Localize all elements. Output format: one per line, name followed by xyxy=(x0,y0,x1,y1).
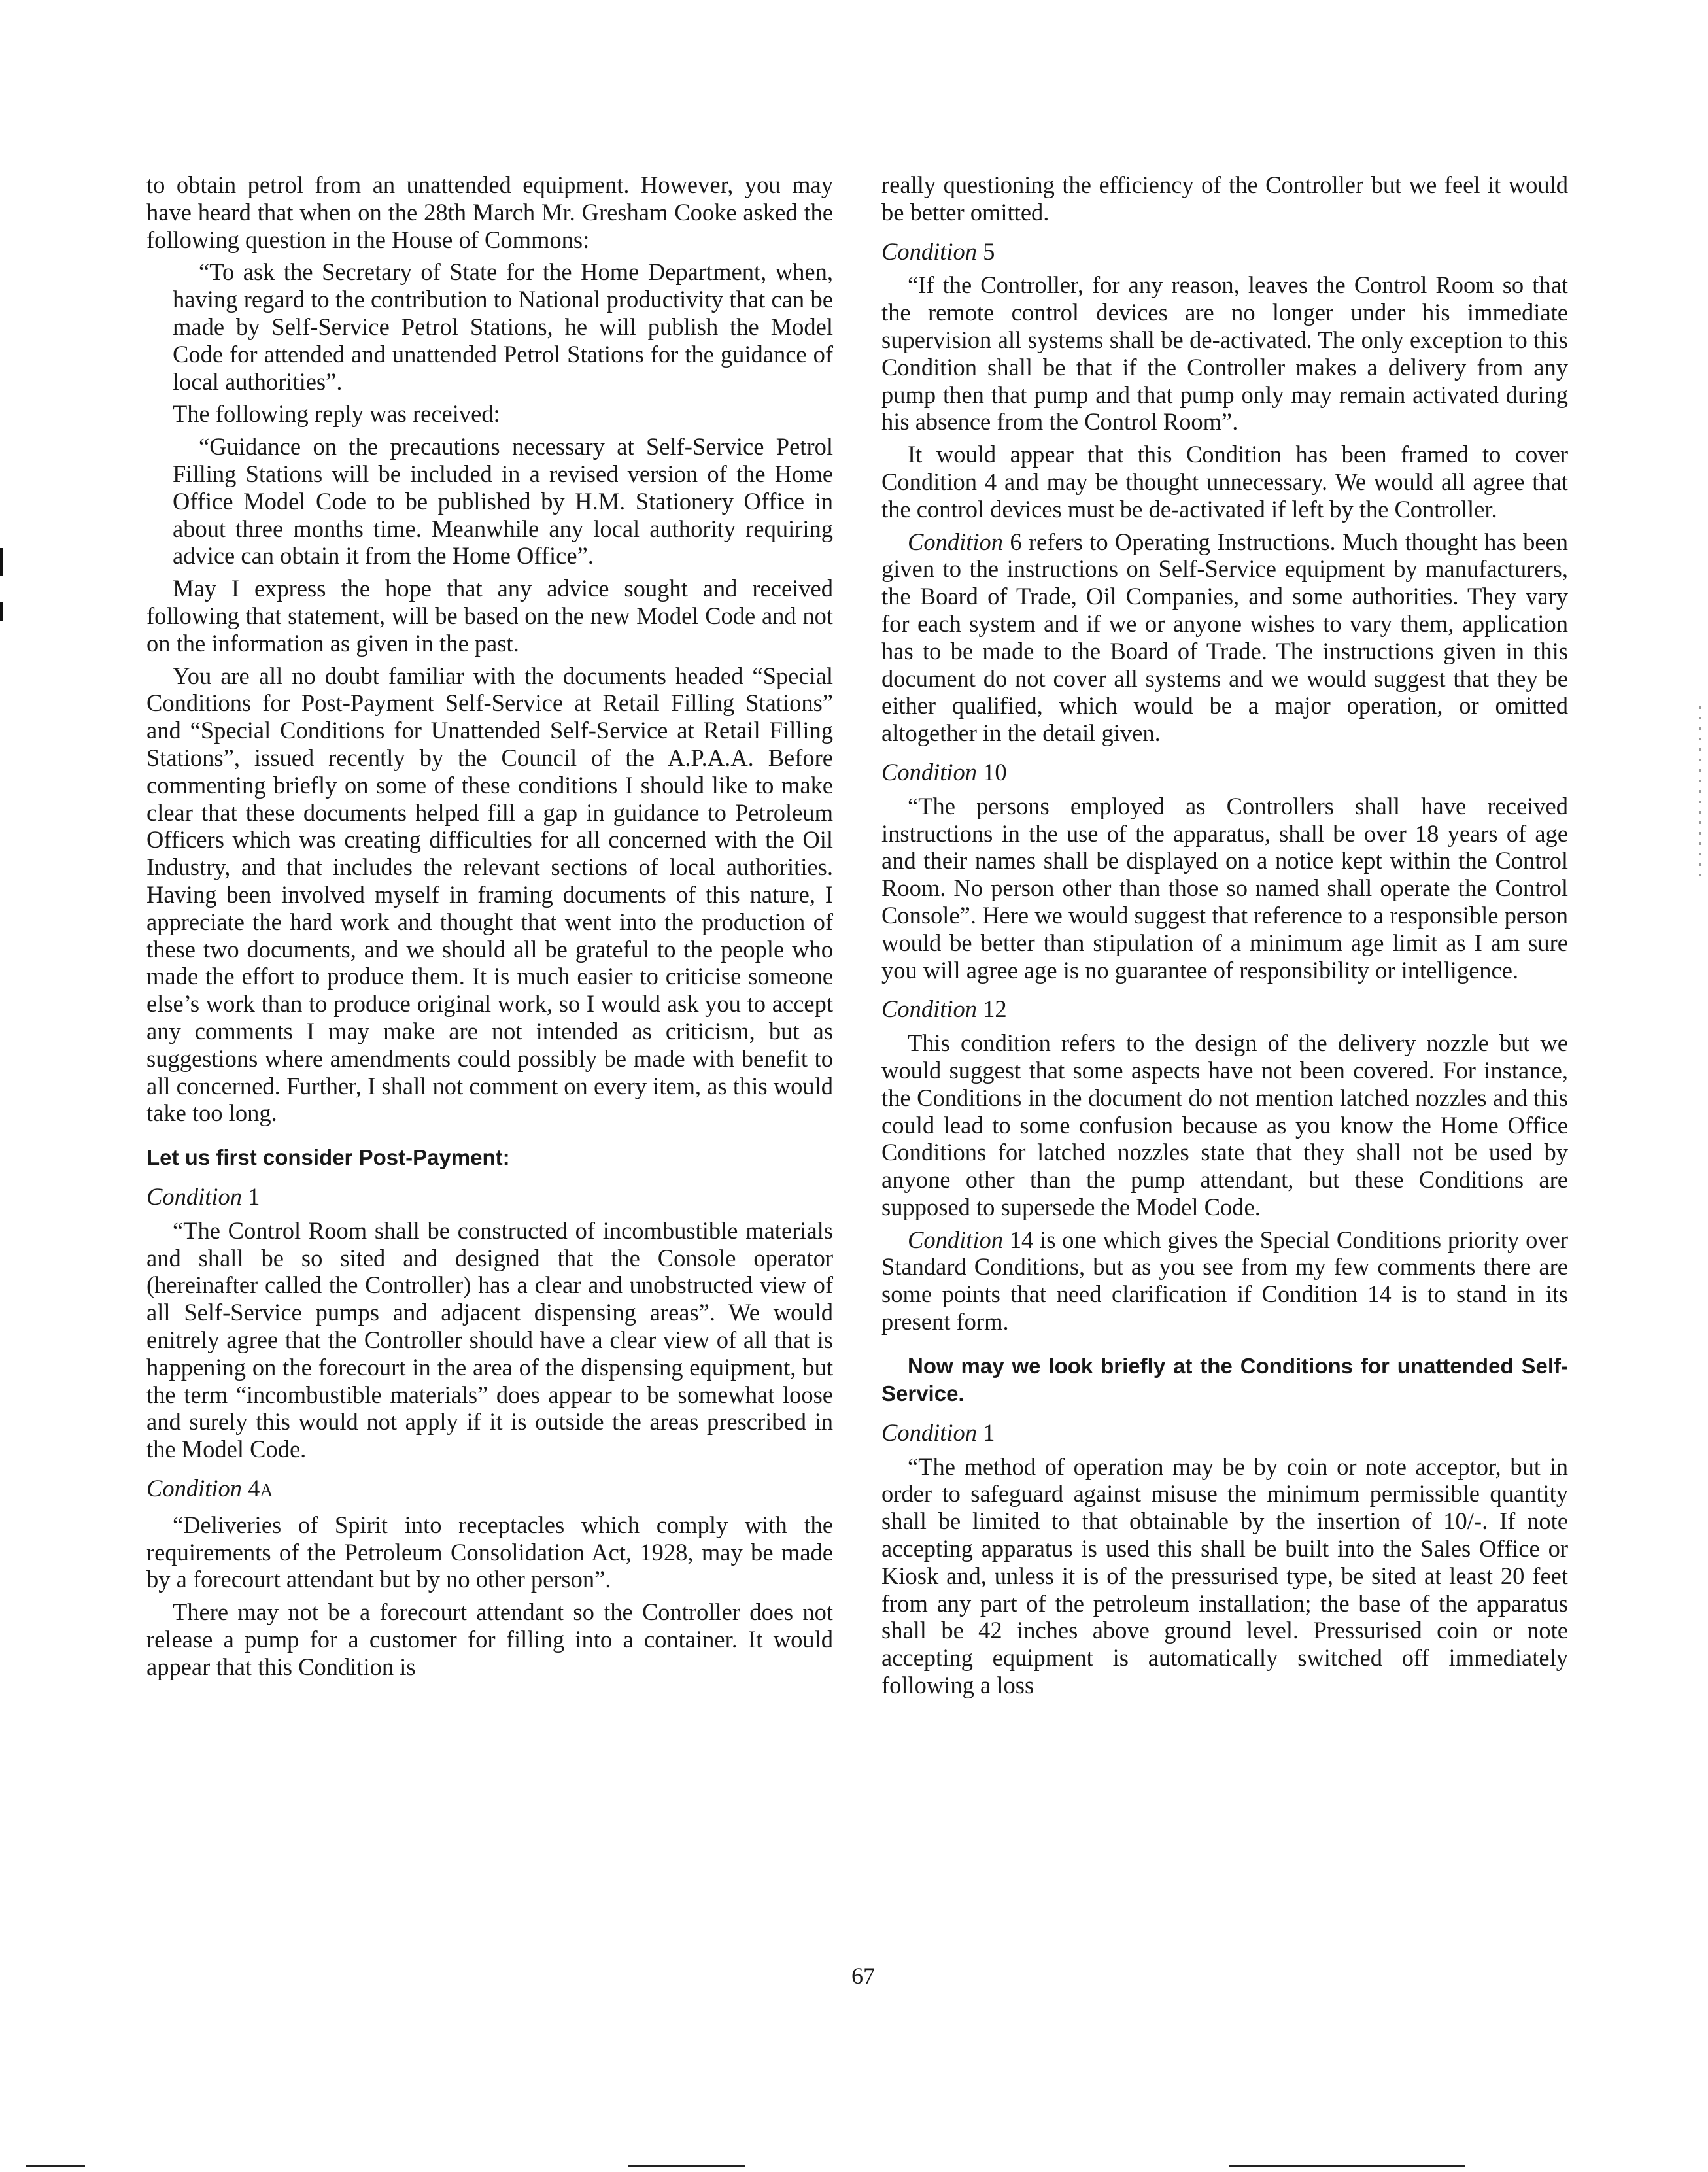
paragraph: The following reply was received: xyxy=(173,400,500,428)
condition-label: Condition 1 xyxy=(146,1183,260,1211)
scan-dots xyxy=(1699,706,1701,876)
footer-rule xyxy=(628,2165,745,2167)
paragraph: “The Control Room shall be constructed of incombustible materials and shall be so sited and designed that the Console operator (hereinafter called the Controller) has a clear and unobstructed view of all Self-Service pumps and adjacent dispensing areas”. We would enitrely agree that the Controller should have a clear view of all that is happening on the forecourt in the area of the dispensing equipment, but the term “incombustible materials” does appear to be somewhat loose and surely this would not apply if it is outside the areas prescribed in the Model Code. xyxy=(146,1216,833,1463)
condition-label: Condition 5 xyxy=(881,237,995,265)
paragraph: This condition refers to the design of the delivery nozzle but we would suggest that some aspects have not been covered. For instance, the Conditions in the document do not mention latched nozzles and this could lead to some confusion because as you know the Home Office Conditions for latched nozzles state that they shall not be used by anyone other than the pump attendant, but these Conditions are supposed to supersede the Model Code. xyxy=(881,1029,1568,1220)
binding-mark xyxy=(0,548,3,576)
section-heading: Let us first consider Post-Payment: xyxy=(146,1145,510,1170)
footer-rule xyxy=(1229,2165,1465,2167)
quotation: “To ask the Secretary of State for the Home Department, when, having regard to the contribution to National productivity that can be made by Self-Service Petrol Stations, he will publish the Model Code for attended and unattended Petrol Stations for the guidance of local authorities”. xyxy=(173,258,833,395)
left-column xyxy=(146,171,833,1686)
paragraph: May I express the hope that any advice sought and received following that statement, will be based on the new Model Code and not on the information as given in the past. xyxy=(146,575,833,657)
paragraph: There may not be a forecourt attendant so the Controller does not release a pump for a customer for filling into a container. It would appear that this Condition is xyxy=(146,1598,833,1680)
paragraph: “The method of operation may be by coin or note acceptor, but in order to safeguard against misuse the minimum permissible quantity shall be limited to that obtainable by the insertion of 10/-. If note accepting apparatus is used this shall be built into the Sales Office or Kiosk and, unless it is of the pressurised type, be sited at least 20 feet from any part of the petroleum installation; the base of the apparatus shall be 42 inches above ground level. Pressurised coin or note accepting equipment is automatically switched off immediately following a loss xyxy=(881,1453,1568,1699)
page-number: 67 xyxy=(851,1963,875,1989)
section-heading: Now may we look briefly at the Conditions for unattended Self-Service. xyxy=(881,1353,1568,1405)
paragraph: Condition 14 is one which gives the Special Conditions priority over Standard Conditions, but as you see from my few comments there are some points that need clarification if Condition 14 is to stand in its present form. xyxy=(881,1226,1568,1336)
paragraph: You are all no doubt familiar with the documents headed “Special Conditions for Post-Payment Self-Service at Retail Filling Stations” and “Special Conditions for Unattended Self-Service at Retail Filling Stations”, issued recently by the Council of the A.P.A.A. Before commenting briefly on some of these conditions I should like to make clear that these documents helped fill a gap in guidance to Petroleum Officers which was creating difficulties for all concerned with the Oil Industry, and that includes the relevant sections of local authorities. Having been involved myself in framing documents of this nature, I appreciate the hard work and thought that went into the production of these two documents, and we should all be grateful to the people who made the effort to produce them. It is much easier to criticise someone else’s work than to produce original work, so I would ask you to accept any comments I may make are not intended as criticism, but as suggestions where amendments could possibly be made with benefit to all concerned. Further, I shall not comment on every item, as this would take too long. xyxy=(146,662,833,1127)
paragraph: “If the Controller, for any reason, leaves the Control Room so that the remote control devices are no longer under his immediate supervision all systems shall be de-activated. The only exception to this Condition shall be that if the Controller makes a delivery from any pump then that pump and that pump only may remain activated during his absence from the Control Room”. xyxy=(881,271,1568,436)
paragraph: “The persons employed as Controllers shall have received instructions in the use of the apparatus, shall be over 18 years of age and their names shall be displayed on a notice kept within the Control Room. No person other than those so named shall operate the Control Console”. Here we would suggest that reference to a responsible person would be better than stipulation of a minimum age limit as I am sure you will agree age is no guarantee of responsibility or intelligence. xyxy=(881,792,1568,984)
quotation: “Guidance on the precautions necessary at Self-Service Petrol Filling Stations will be included in a revised version of the Home Office Model Code to be published by H.M. Stationery Office in about three months time. Meanwhile any local authority requiring advice can obtain it from the Home Office”. xyxy=(173,433,833,570)
footer-rule xyxy=(26,2165,85,2167)
condition-label: Condition 1 xyxy=(881,1419,995,1446)
condition-label: Condition 12 xyxy=(881,995,1007,1023)
condition-label: Condition xyxy=(908,528,1004,555)
right-column xyxy=(881,171,1568,1704)
binding-mark xyxy=(0,602,3,621)
condition-label: Condition xyxy=(908,1226,1004,1253)
paragraph: “Deliveries of Spirit into receptacles which comply with the requirements of the Petroleum Consolidation Act, 1928, may be made by a forecourt attendant but by no other person”. xyxy=(146,1511,833,1593)
paragraph: It would appear that this Condition has been framed to cover Condition 4 and may be thought unnecessary. We would all agree that the control devices must be de-activated if left by the Controller. xyxy=(881,441,1568,523)
paragraph: really questioning the efficiency of the Controller but we feel it would be better omitted. xyxy=(881,171,1568,226)
condition-label: Condition 10 xyxy=(881,758,1007,785)
paragraph: to obtain petrol from an unattended equipment. However, you may have heard that when on the 28th March Mr. Gresham Cooke asked the following question in the House of Commons: xyxy=(146,171,833,253)
paragraph: Condition 6 refers to Operating Instructions. Much thought has been given to the instructions on Self-Service equipment by manufacturers, the Board of Trade, Oil Companies, and some authorities. They vary for each system and if we or anyone wishes to vary them, application has to be made to the Board of Trade. The instructions given in this document do not cover all systems and we would suggest that they be either qualified, which would be a major operation, or omitted altogether in the detail given. xyxy=(881,528,1568,747)
condition-label: Condition 4A xyxy=(146,1475,273,1502)
